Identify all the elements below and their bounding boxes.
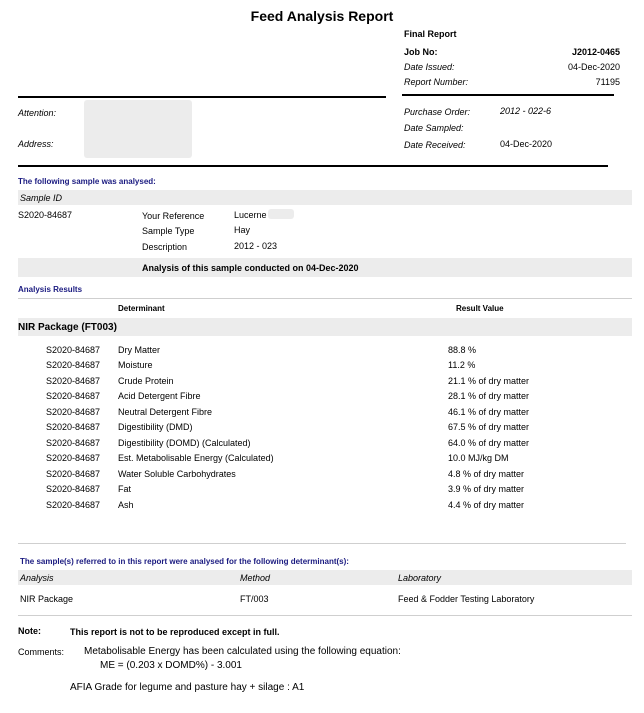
row-determinant: Digestibility (DMD) — [118, 422, 193, 432]
date-received-label: Date Received: — [404, 140, 466, 150]
row-determinant: Digestibility (DOMD) (Calculated) — [118, 438, 251, 448]
date-sampled-label: Date Sampled: — [404, 123, 464, 133]
row-determinant: Moisture — [118, 360, 153, 370]
methods-heading: The sample(s) referred to in this report were analysed for the following determinant(s): — [20, 557, 349, 566]
package-label: NIR Package (FT003) — [18, 322, 117, 333]
report-number-label: Report Number: — [404, 77, 469, 87]
row-result: 28.1 % of dry matter — [448, 391, 530, 401]
row-result: 46.1 % of dry matter — [448, 407, 530, 417]
results-header-rule — [18, 298, 632, 299]
sample-heading: The following sample was analysed: — [18, 177, 156, 186]
row-sample-id: S2020-84687 — [46, 453, 101, 463]
row-result: 11.2 % — [448, 360, 476, 370]
attention-label: Attention: — [18, 108, 57, 118]
sample-id: S2020-84687 — [18, 210, 73, 220]
your-reference-label: Your Reference — [142, 211, 205, 221]
row-sample-id: S2020-84687 — [46, 360, 101, 370]
row-sample-id: S2020-84687 — [46, 469, 101, 479]
date-received-value: 04-Dec-2020 — [500, 139, 553, 149]
row-sample-id: S2020-84687 — [46, 484, 101, 494]
report-number-value: 71195 — [595, 77, 620, 87]
laboratory-header: Laboratory — [398, 573, 442, 583]
note-label: Note: — [18, 626, 41, 636]
row-determinant: Fat — [118, 484, 132, 494]
description-value: 2012 - 023 — [234, 241, 278, 251]
row-determinant: Water Soluble Carbohydrates — [118, 469, 236, 479]
row-sample-id: S2020-84687 — [46, 345, 101, 355]
your-reference-value: Lucerne — [234, 210, 267, 220]
row-result: 4.4 % of dry matter — [448, 500, 525, 510]
row-determinant: Neutral Detergent Fibre — [118, 407, 213, 417]
row-determinant: Est. Metabolisable Energy (Calculated) — [118, 453, 274, 463]
row-sample-id: S2020-84687 — [46, 376, 101, 386]
redacted-reference — [268, 209, 294, 219]
row-result: 67.5 % of dry matter — [448, 422, 530, 432]
row-determinant: Ash — [118, 500, 134, 510]
comment-line-2: AFIA Grade for legume and pasture hay + silage : A1 — [70, 682, 305, 693]
row-determinant: Dry Matter — [118, 345, 161, 355]
row-sample-id: S2020-84687 — [46, 391, 101, 401]
comment-line-1: Metabolisable Energy has been calculated using the following equation: — [84, 646, 401, 657]
conducted-note: Analysis of this sample conducted on 04-Dec-2020 — [142, 263, 359, 273]
report-title: Feed Analysis Report — [250, 8, 394, 24]
description-label: Description — [142, 242, 188, 252]
row-result: 21.1 % of dry matter — [448, 376, 530, 386]
determinant-header: Determinant — [118, 304, 165, 313]
report-status: Final Report — [404, 29, 457, 39]
row-sample-id: S2020-84687 — [46, 438, 101, 448]
analysis-header: Analysis — [20, 573, 54, 583]
divider-client — [18, 165, 608, 167]
row-result: 3.9 % of dry matter — [448, 484, 525, 494]
laboratory-value: Feed & Fodder Testing Laboratory — [398, 594, 535, 604]
row-result: 4.8 % of dry matter — [448, 469, 525, 479]
methods-header-band — [18, 570, 632, 585]
row-determinant: Crude Protein — [118, 376, 174, 386]
sample-id-band — [18, 190, 632, 205]
sample-id-header: Sample ID — [20, 193, 63, 203]
methods-rule — [18, 543, 626, 544]
address-label: Address: — [18, 139, 54, 149]
date-issued-label: Date Issued: — [404, 62, 455, 72]
results-heading: Analysis Results — [18, 285, 83, 294]
date-issued-value: 04-Dec-2020 — [567, 62, 620, 72]
comment-equation: ME = (0.203 x DOMD%) - 3.001 — [100, 660, 242, 671]
sample-type-label: Sample Type — [142, 226, 195, 236]
method-value: FT/003 — [240, 594, 269, 604]
sample-type-value: Hay — [234, 225, 251, 235]
redacted-recipient — [84, 100, 192, 158]
divider-left — [18, 96, 386, 98]
job-no-label: Job No: — [404, 47, 438, 57]
row-result: 10.0 MJ/kg DM — [448, 453, 509, 463]
result-header: Result Value — [456, 304, 504, 313]
row-result: 64.0 % of dry matter — [448, 438, 530, 448]
method-header: Method — [240, 573, 271, 583]
row-sample-id: S2020-84687 — [46, 407, 101, 417]
purchase-order-label: Purchase Order: — [404, 107, 471, 117]
job-no-value: J2012-0465 — [571, 47, 620, 57]
analysis-value: NIR Package — [20, 594, 74, 604]
row-sample-id: S2020-84687 — [46, 500, 101, 510]
row-result: 88.8 % — [448, 345, 477, 355]
row-determinant: Acid Detergent Fibre — [118, 391, 201, 401]
note-text: This report is not to be reproduced except in full. — [70, 627, 280, 637]
comments-label: Comments: — [18, 647, 65, 657]
divider-right — [402, 94, 614, 96]
row-sample-id: S2020-84687 — [46, 422, 101, 432]
purchase-order-value: 2012 - 022-6 — [500, 106, 552, 116]
methods-bottom-rule — [18, 615, 632, 616]
